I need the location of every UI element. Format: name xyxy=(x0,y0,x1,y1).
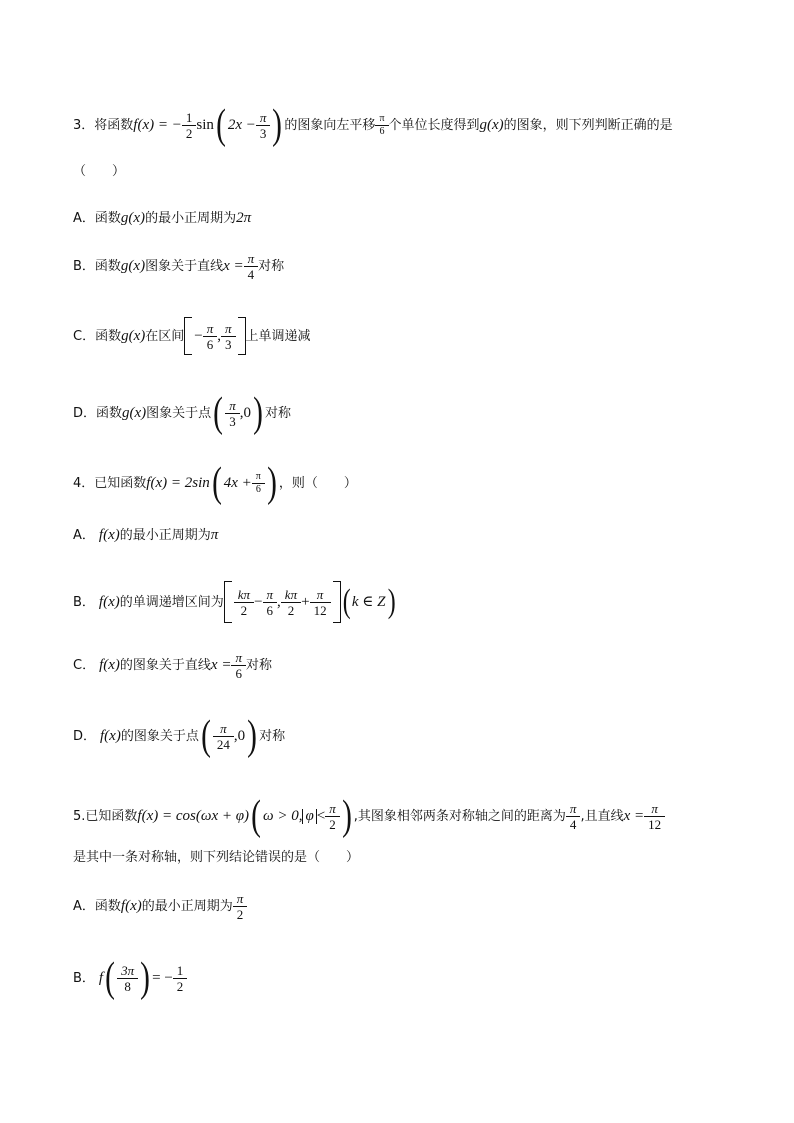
q3-option-d[interactable] xyxy=(73,392,734,434)
q4-b-label: B． xyxy=(73,594,95,610)
q5-abs-phi: φ xyxy=(302,809,316,824)
q3-a-g: g(x) xyxy=(120,210,146,226)
q3-c-frac2: $\frac{\pi}{3}$ xyxy=(223,322,234,351)
q3-number: 3． xyxy=(73,117,95,133)
q3-sin: sin xyxy=(196,116,214,133)
q4-b-frac4: $\frac{\pi}{12}$ xyxy=(312,588,329,617)
q3-d-g: g(x) xyxy=(122,404,147,421)
q3-b-tail: 对称 xyxy=(258,259,285,274)
q5-b-label: B． xyxy=(73,970,95,986)
q4-b-kparen-l: ( xyxy=(342,583,351,620)
q4-a-label: A． xyxy=(73,528,95,543)
q5-a-frac: $\frac{\pi}{2}$ xyxy=(235,892,246,921)
q3-shift-frac: $\frac{\pi}{6}$ xyxy=(377,114,386,137)
q5-a-label: A．函数 xyxy=(73,899,121,914)
q5-frac3: $\frac{\pi}{12}$ xyxy=(646,802,663,831)
q5-b-rparen: ) xyxy=(140,955,151,1001)
q4-b-frac2: $\frac{\pi}{6}$ xyxy=(265,588,276,617)
q4-d-tail: 对称 xyxy=(259,728,286,744)
q4-d-lparen: ( xyxy=(200,713,211,759)
q4-frac: $\frac{\pi}{6}$ xyxy=(254,472,263,495)
q3-g: g(x) xyxy=(479,116,504,133)
q4-b-plus: + xyxy=(301,593,310,610)
q4-d-label: D． xyxy=(73,728,97,744)
q3-func-lhs: f(x) = − xyxy=(133,116,182,133)
q4-c-tail: 对称 xyxy=(245,658,272,673)
q4-option-b[interactable] xyxy=(73,581,734,623)
q5-number: 5. xyxy=(73,808,86,824)
q3-a-val: 2π xyxy=(236,210,252,226)
q4-a-text: 的最小正周期为 xyxy=(119,528,211,543)
q4-b-minus: − xyxy=(254,593,263,610)
q3-d-zero: ,0 xyxy=(239,404,251,421)
q4-d-frac: $\frac{\pi}{24}$ xyxy=(215,722,232,751)
q3-rest2: 的图象，则下列判断正确的是 xyxy=(503,117,673,133)
q3-a-label: A．函数 xyxy=(73,211,121,226)
q4-stem-line xyxy=(73,462,734,504)
q4-option-d[interactable] xyxy=(73,715,734,757)
q4-b-text: 的单调递增区间为 xyxy=(119,594,224,610)
q5-b-eq: = − xyxy=(152,969,173,986)
q4-d-rparen: ) xyxy=(247,713,258,759)
q3-c-comma: , xyxy=(217,327,221,344)
q5-func: f(x) = cos(ωx + φ) xyxy=(137,807,250,824)
q5-text: ,其图象相邻两条对称轴之间的距离为 xyxy=(353,808,566,824)
q5-b-frac: $\frac{3\pi}{8}$ xyxy=(119,964,136,993)
q3-lparen: ( xyxy=(215,102,226,148)
q5-option-a[interactable] xyxy=(73,892,734,921)
q3-pi-over-3: $\frac{\pi}{3}$ xyxy=(258,111,269,140)
q4-a-val: π xyxy=(210,527,219,543)
q4-func: f(x) = 2sin xyxy=(146,474,210,491)
q5-lt: < xyxy=(316,807,326,824)
q4-c-x: x = xyxy=(210,657,232,673)
q4-b-k: k ∈ Z xyxy=(351,593,386,610)
q4-c-text: 的图象关于直线 xyxy=(119,658,211,673)
q3-c-minus: − xyxy=(194,327,203,344)
q5-frac: $\frac{\pi}{2}$ xyxy=(327,802,338,831)
q4-a-f: f(x) xyxy=(98,527,120,543)
q3-c-label: C．函数 xyxy=(73,328,122,344)
q3-shift-text: 的图象向左平移 xyxy=(284,117,376,133)
q3-d-text: 图象关于点 xyxy=(146,405,212,421)
q4-b-frac1: $\frac{k\pi}{2}$ xyxy=(236,588,252,617)
q3-d-frac: $\frac{\pi}{3}$ xyxy=(227,399,238,428)
q3-d-label: D．函数 xyxy=(73,405,123,421)
q3-c-frac1: $\frac{\pi}{6}$ xyxy=(205,322,216,351)
q5-b-lparen: ( xyxy=(105,955,115,1001)
q3-c-rbracket xyxy=(238,317,246,355)
q4-c-frac: $\frac{\pi}{6}$ xyxy=(233,651,244,680)
q4-lparen: ( xyxy=(211,460,222,506)
q3-b-text: 图象关于直线 xyxy=(145,259,224,274)
q5-lparen: ( xyxy=(251,793,261,839)
q3-option-a[interactable] xyxy=(73,211,734,226)
q4-b-lbracket xyxy=(224,581,232,623)
q5-stem-line xyxy=(73,795,734,837)
q4-intro: 已知函数 xyxy=(94,475,147,491)
q4-b-rbracket xyxy=(333,581,341,623)
q4-b-frac3: $\frac{k\pi}{2}$ xyxy=(283,588,299,617)
q3-d-rparen: ) xyxy=(253,390,263,436)
q3-b-frac: $\frac{\pi}{4}$ xyxy=(246,252,257,281)
q3-b-label: B．函数 xyxy=(73,259,121,274)
q3-intro: 将函数 xyxy=(94,117,134,133)
q4-number: 4． xyxy=(73,475,95,491)
q5-b-frac2: $\frac{1}{2}$ xyxy=(175,964,186,993)
q3-c-tail: 上单调递减 xyxy=(245,328,311,344)
q5-text2: ,且直线 xyxy=(580,808,624,824)
q5-intro: 已知函数 xyxy=(85,808,138,824)
q3-d-tail: 对称 xyxy=(264,405,291,421)
q5-line2: 是其中一条对称轴，则下列结论错误的是（ ） xyxy=(73,850,360,865)
q4-tail: ，则（ ） xyxy=(278,475,357,491)
q3-option-b[interactable] xyxy=(73,252,734,281)
q4-c-f: f(x) xyxy=(99,657,120,673)
q4-d-text: 的图象关于点 xyxy=(120,728,199,744)
q5-x: x = xyxy=(623,807,645,824)
q3-option-c[interactable] xyxy=(73,317,734,355)
q4-option-c[interactable] xyxy=(73,651,734,680)
q5-a-f: f(x) xyxy=(120,898,142,914)
q4-b-comma: , xyxy=(277,593,281,610)
q3-d-lparen: ( xyxy=(213,390,224,436)
q3-c-text: 在区间 xyxy=(145,328,185,344)
q4-rparen: ) xyxy=(266,460,277,506)
q3-c-g: g(x) xyxy=(121,327,146,344)
q3-coef-frac: $\frac{1}{2}$ xyxy=(184,111,195,140)
q4-d-f: f(x) xyxy=(100,727,121,744)
q4-d-zero: ,0 xyxy=(233,727,246,744)
q5-rparen: ) xyxy=(341,793,352,839)
q5-option-b[interactable] xyxy=(73,957,734,999)
q4-arg: 4x + xyxy=(223,474,252,491)
q5-frac2: $\frac{\pi}{4}$ xyxy=(568,802,579,831)
q3-a-text: 的最小正周期为 xyxy=(145,211,237,226)
q3-rparen: ) xyxy=(272,102,283,148)
q3-c-lbracket xyxy=(184,317,192,355)
q5-cond: ω > 0, xyxy=(263,807,303,824)
q3-stem-line xyxy=(73,104,734,146)
q4-b-f: f(x) xyxy=(98,593,120,610)
q3-paren: （ ） xyxy=(73,164,126,179)
q3-b-x: x = xyxy=(223,258,244,274)
q5-b-f: f xyxy=(98,969,104,986)
q4-option-a[interactable] xyxy=(73,528,734,543)
q3-rest: 个单位长度得到 xyxy=(388,117,480,133)
q3-b-g: g(x) xyxy=(120,258,146,274)
q5-a-text: 的最小正周期为 xyxy=(141,899,233,914)
q3-arg: 2x − xyxy=(227,116,256,133)
q4-c-label: C． xyxy=(73,658,96,673)
q4-b-kparen-r: ) xyxy=(387,583,396,620)
